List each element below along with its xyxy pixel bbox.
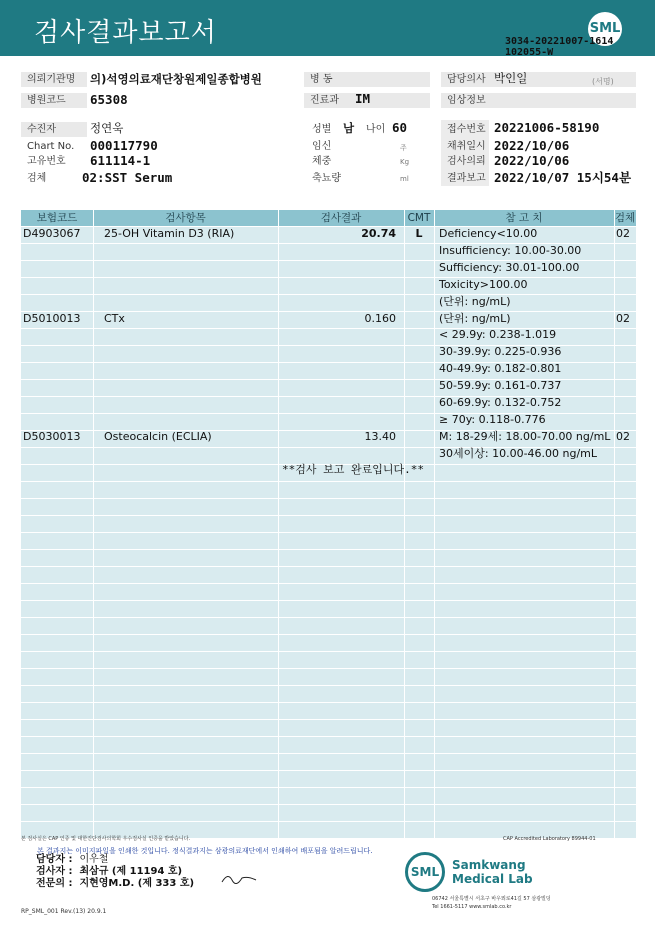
document-number: 3034-20221007-1614 102055-W xyxy=(505,36,614,58)
reference-range: Toxicity>100.00 xyxy=(439,277,528,291)
test-result: 20.74 xyxy=(361,227,396,240)
doctor-sign: (서명) xyxy=(592,77,614,86)
test-result: 0.160 xyxy=(364,311,396,325)
request-label: 검사의뢰 xyxy=(447,156,486,167)
ward-label: 병 동 xyxy=(304,72,430,87)
patient-value: 정연욱 xyxy=(90,121,124,135)
specimen-code: 02 xyxy=(616,227,630,240)
signature-mark xyxy=(220,870,260,886)
chart-label: Chart No. xyxy=(27,141,75,152)
table-stripe xyxy=(21,618,636,634)
signers: 담당자 : 이우철 검사자 : 최삼규 (제 11194 호) 전문의 : 지현영M.D. (제 333 호) xyxy=(36,854,195,889)
doctor-label: 담당의사 xyxy=(441,72,636,87)
reference-range: Insufficiency: 10.00-30.00 xyxy=(439,243,582,257)
reference-range: 60-69.9y: 0.132-0.752 xyxy=(439,396,562,409)
specimen-code: 02 xyxy=(616,429,630,443)
table-stripe xyxy=(21,754,636,770)
reference-range: Sufficiency: 30.01-100.00 xyxy=(439,260,580,274)
company-name: Samkwang Medical Lab xyxy=(452,858,533,886)
table-stripe xyxy=(21,737,636,753)
company-contact: Tel 1661-5117 www.smlab.co.kr xyxy=(432,904,512,910)
table-stripe xyxy=(21,720,636,736)
cap-number: CAP Accredited Laboratory 89944-01 xyxy=(503,836,596,842)
table-stripe xyxy=(21,516,636,532)
sex-label: 성별 xyxy=(312,124,332,135)
column-divider xyxy=(404,210,405,838)
id-label: 고유번호 xyxy=(27,156,66,167)
company-address: 06742 서울특별시 서초구 바우뫼로41길 57 삼광빌딩 xyxy=(432,896,551,902)
table-stripe xyxy=(21,635,636,651)
receipt-value: 20221006-58190 xyxy=(494,120,600,135)
reference-range: Deficiency<10.00 xyxy=(439,227,538,240)
header-code: 보험코드 xyxy=(36,212,78,224)
cert-note: 본 검사실은 CAP 인증 및 대한진단검사의학회 우수검사실 인증을 받았습니다. xyxy=(21,836,191,842)
test-item: CTx xyxy=(104,311,125,325)
urine-label: 축뇨량 xyxy=(312,173,341,184)
image-notice: 본 결과지는 이미지파일을 인쇄한 것입니다. 정식결과지는 삼광의료재단에서 인쇄하여 배포됨을 알려드립니다. xyxy=(37,847,373,855)
header-reference: 참 고 치 xyxy=(505,212,543,224)
test-item: Osteocalcin (ECLIA) xyxy=(104,429,212,443)
test-flag: L xyxy=(415,227,423,240)
table-stripe xyxy=(21,533,636,549)
table-stripe xyxy=(21,669,636,685)
insurance-code: D4903067 xyxy=(23,227,81,240)
table-stripe xyxy=(21,703,636,719)
column-divider xyxy=(278,210,279,838)
collect-label: 채취일시 xyxy=(447,141,486,152)
specimen-code: 02 xyxy=(616,311,630,325)
pregnancy-label: 임신 xyxy=(312,141,332,152)
age-value: 60 xyxy=(392,120,408,135)
institution-label: 의뢰기관명 xyxy=(21,72,87,87)
patient-label: 수진자 xyxy=(21,122,87,137)
sml-logo: SML xyxy=(588,12,622,46)
id-value: 611114-1 xyxy=(90,153,151,168)
clinical-label: 임상정보 xyxy=(441,93,636,108)
reference-range: ≥ 70y: 0.118-0.776 xyxy=(439,412,546,426)
header-result: 검사결과 xyxy=(320,212,362,224)
reference-range: (단위: ng/mL) xyxy=(439,311,511,325)
institution-value: 의)석영의료재단창원제일종합병원 xyxy=(90,72,262,86)
reference-range: 50-59.9y: 0.161-0.737 xyxy=(439,379,562,393)
table-stripe xyxy=(21,567,636,583)
header-specimen: 검체 xyxy=(614,212,636,224)
column-divider xyxy=(434,210,435,838)
dept-value: IM xyxy=(355,91,371,106)
weight-unit: Kg xyxy=(400,158,410,166)
header-item: 검사항목 xyxy=(165,212,206,224)
column-divider xyxy=(93,210,94,838)
collect-value: 2022/10/06 xyxy=(494,138,570,153)
hospital-code-value: 65308 xyxy=(90,92,128,107)
dept-label: 진료과 xyxy=(304,93,430,108)
reference-range: 30-39.9y: 0.225-0.936 xyxy=(439,345,562,359)
form-number: RP_SML_001 Rev.(13) 20.9.1 xyxy=(21,908,107,915)
chart-value: 000117790 xyxy=(90,138,158,153)
insurance-code: D5030013 xyxy=(23,429,81,443)
table-stripe xyxy=(21,482,636,498)
test-result: 13.40 xyxy=(364,429,396,443)
test-item: 25-OH Vitamin D3 (RIA) xyxy=(104,227,235,240)
specimen-value: 02:SST Serum xyxy=(82,170,173,185)
reference-range: (단위: ng/mL) xyxy=(439,294,511,308)
receipt-label: 접수번호 xyxy=(447,124,486,135)
hospital-code-label: 병원코드 xyxy=(21,93,87,108)
table-stripe xyxy=(21,652,636,668)
insurance-code: D5010013 xyxy=(23,311,81,325)
table-stripe xyxy=(21,805,636,821)
table-stripe xyxy=(21,499,636,515)
doctor-value: 박인일 xyxy=(494,71,528,85)
age-label: 나이 xyxy=(366,124,386,135)
report-label: 결과보고 xyxy=(447,173,486,184)
table-stripe xyxy=(21,788,636,804)
header-cmt: CMT xyxy=(407,212,431,224)
table-stripe xyxy=(21,686,636,702)
urine-unit: ml xyxy=(400,175,409,183)
table-stripe xyxy=(21,550,636,566)
table-stripe xyxy=(21,771,636,787)
complete-note: **검사 보고 완료입니다.** xyxy=(282,463,424,476)
table-stripe xyxy=(21,601,636,617)
request-value: 2022/10/06 xyxy=(494,153,570,168)
reference-range: 30세이상: 10.00-46.00 ng/mL xyxy=(439,446,598,460)
report-value: 2022/10/07 15시54분 xyxy=(494,170,632,185)
reference-range: 40-49.9y: 0.182-0.801 xyxy=(439,362,562,376)
reference-range: < 29.9y: 0.238-1.019 xyxy=(439,328,557,342)
company-logo: SML xyxy=(405,852,445,892)
weight-label: 체중 xyxy=(312,156,332,167)
page-title: 검사결과보고서 xyxy=(34,18,217,48)
reference-range: M: 18-29세: 18.00-70.00 ng/mL xyxy=(439,429,611,443)
specimen-label: 검체 xyxy=(27,173,47,184)
sex-value: 남 xyxy=(343,121,355,135)
pregnancy-unit: 주 xyxy=(400,144,407,152)
table-stripe xyxy=(21,584,636,600)
